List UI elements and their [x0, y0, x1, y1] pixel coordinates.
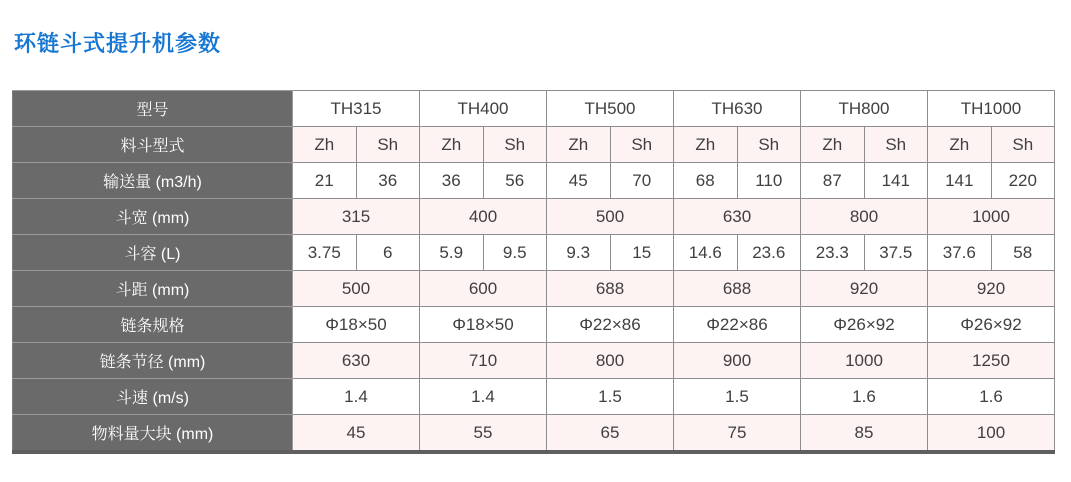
value-cell: 87 [801, 163, 865, 199]
value-cell: 630 [674, 199, 801, 235]
value-cell: 9.5 [483, 235, 547, 271]
value-cell: 800 [547, 343, 674, 379]
spec-row [13, 307, 1055, 343]
row-header: 输送量 (m3/h) [13, 163, 293, 199]
value-cell: 23.3 [801, 235, 865, 271]
value-cell: 920 [801, 271, 928, 307]
value-cell: Zh [928, 127, 992, 163]
value-cell: 800 [801, 199, 928, 235]
value-cell: 70 [610, 163, 674, 199]
spec-table [12, 90, 1055, 454]
row-header: 斗宽 (mm) [13, 199, 293, 235]
value-cell: Sh [737, 127, 801, 163]
value-cell: 315 [293, 199, 420, 235]
value-cell: 1250 [928, 343, 1055, 379]
spec-row [13, 127, 1055, 163]
value-cell: 688 [547, 271, 674, 307]
value-cell: 110 [737, 163, 801, 199]
value-cell: 37.5 [864, 235, 928, 271]
value-cell: 900 [674, 343, 801, 379]
value-cell: Φ18×50 [420, 307, 547, 343]
value-cell: Zh [420, 127, 484, 163]
spec-row [13, 163, 1055, 199]
value-cell: 600 [420, 271, 547, 307]
value-cell: Zh [547, 127, 611, 163]
value-cell: Φ18×50 [293, 307, 420, 343]
value-cell: Zh [801, 127, 865, 163]
value-cell: Sh [356, 127, 420, 163]
row-header: 斗速 (m/s) [13, 379, 293, 415]
value-cell: 710 [420, 343, 547, 379]
value-cell: 1.5 [674, 379, 801, 415]
value-cell: Φ22×86 [674, 307, 801, 343]
value-cell: 1.6 [928, 379, 1055, 415]
value-cell: 75 [674, 415, 801, 453]
spec-row [13, 199, 1055, 235]
row-header-model: 型号 [13, 91, 293, 127]
value-cell: 45 [547, 163, 611, 199]
value-cell: 36 [356, 163, 420, 199]
value-cell: 688 [674, 271, 801, 307]
model-name-cell: TH500 [547, 91, 674, 127]
value-cell: Zh [674, 127, 738, 163]
value-cell: 65 [547, 415, 674, 453]
value-cell: 1000 [801, 343, 928, 379]
value-cell: 14.6 [674, 235, 738, 271]
value-cell: 56 [483, 163, 547, 199]
value-cell: 500 [547, 199, 674, 235]
value-cell: 5.9 [420, 235, 484, 271]
value-cell: Sh [991, 127, 1055, 163]
value-cell: 1.6 [801, 379, 928, 415]
value-cell: 141 [928, 163, 992, 199]
value-cell: Sh [483, 127, 547, 163]
value-cell: 68 [674, 163, 738, 199]
model-header-row [13, 91, 1055, 127]
value-cell: 1.5 [547, 379, 674, 415]
spec-row [13, 271, 1055, 307]
value-cell: 141 [864, 163, 928, 199]
value-cell: 630 [293, 343, 420, 379]
row-header: 链条规格 [13, 307, 293, 343]
model-name-cell: TH400 [420, 91, 547, 127]
value-cell: 1.4 [293, 379, 420, 415]
row-header: 斗容 (L) [13, 235, 293, 271]
value-cell: 920 [928, 271, 1055, 307]
value-cell: Φ26×92 [928, 307, 1055, 343]
value-cell: 85 [801, 415, 928, 453]
spec-row [13, 235, 1055, 271]
value-cell: 400 [420, 199, 547, 235]
model-name-cell: TH800 [801, 91, 928, 127]
value-cell: 37.6 [928, 235, 992, 271]
value-cell: 220 [991, 163, 1055, 199]
value-cell: 55 [420, 415, 547, 453]
value-cell: 1.4 [420, 379, 547, 415]
value-cell: 6 [356, 235, 420, 271]
value-cell: 23.6 [737, 235, 801, 271]
value-cell: Sh [864, 127, 928, 163]
value-cell: 500 [293, 271, 420, 307]
value-cell: Φ26×92 [801, 307, 928, 343]
model-name-cell: TH630 [674, 91, 801, 127]
value-cell: 58 [991, 235, 1055, 271]
value-cell: 21 [293, 163, 357, 199]
model-name-cell: TH1000 [928, 91, 1055, 127]
spec-table-body [13, 91, 1055, 453]
value-cell: 3.75 [293, 235, 357, 271]
spec-row [13, 343, 1055, 379]
spec-row [13, 415, 1055, 453]
value-cell: 9.3 [547, 235, 611, 271]
row-header: 链条节径 (mm) [13, 343, 293, 379]
page-title: 环链斗式提升机参数 [14, 31, 222, 56]
value-cell: 100 [928, 415, 1055, 453]
value-cell: 15 [610, 235, 674, 271]
row-header: 物料量大块 (mm) [13, 415, 293, 453]
row-header: 料斗型式 [13, 127, 293, 163]
spec-row [13, 379, 1055, 415]
row-header: 斗距 (mm) [13, 271, 293, 307]
model-name-cell: TH315 [293, 91, 420, 127]
value-cell: 36 [420, 163, 484, 199]
value-cell: 45 [293, 415, 420, 453]
value-cell: Sh [610, 127, 674, 163]
value-cell: Φ22×86 [547, 307, 674, 343]
value-cell: Zh [293, 127, 357, 163]
value-cell: 1000 [928, 199, 1055, 235]
